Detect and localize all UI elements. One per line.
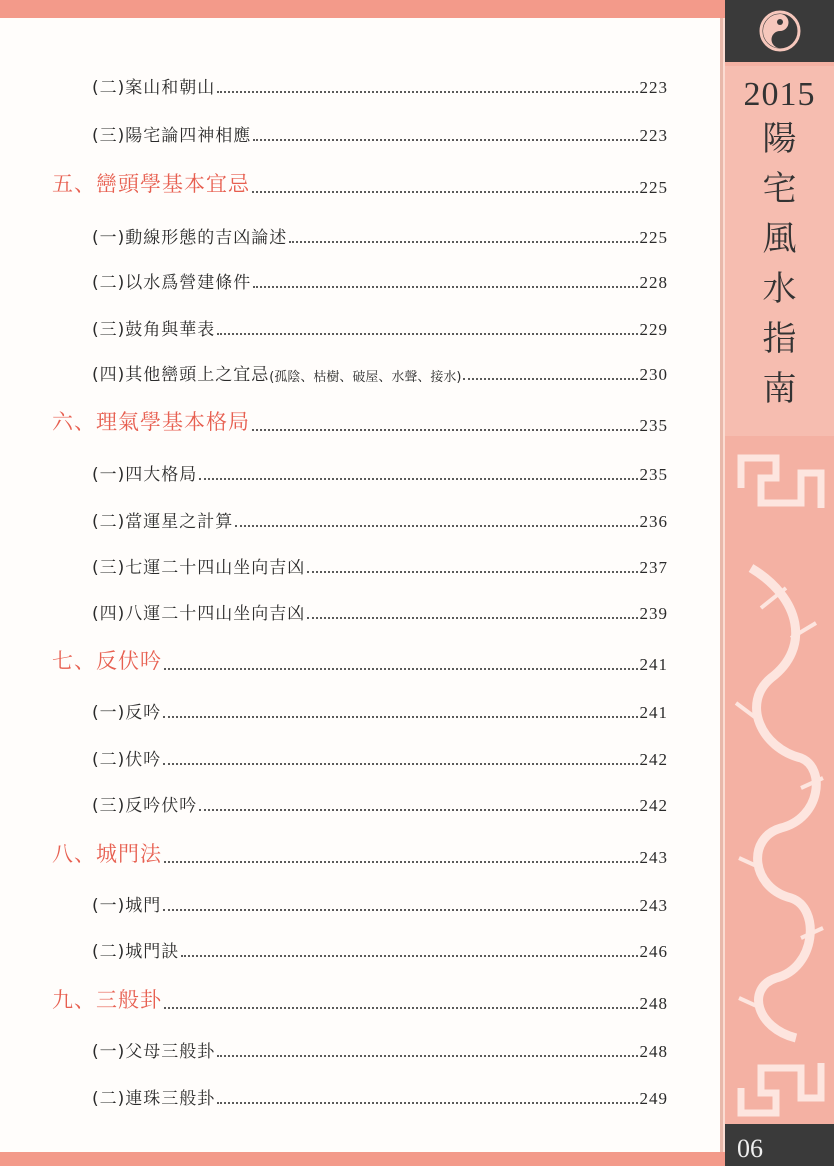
toc-page-number: 243 bbox=[639, 896, 668, 915]
toc-subsection-row bbox=[0, 1079, 720, 1109]
toc-page-number: 241 bbox=[639, 655, 668, 674]
bottom-band bbox=[0, 1152, 725, 1166]
dot-leader bbox=[252, 428, 638, 431]
toc-page-number: 223 bbox=[639, 126, 668, 145]
toc-page-number: 228 bbox=[639, 273, 668, 292]
toc-entry-title: 七、反伏吟 bbox=[52, 649, 162, 673]
dot-leader bbox=[289, 240, 637, 243]
page-number: 06 bbox=[737, 1134, 763, 1163]
toc-subsection-row bbox=[0, 886, 720, 916]
book-title-char: 南 bbox=[762, 369, 797, 409]
toc-page-number: 236 bbox=[639, 512, 668, 531]
toc-section-row bbox=[0, 984, 720, 1014]
toc-entry-title: (三)反吟伏吟 bbox=[92, 796, 198, 816]
book-title-panel bbox=[725, 66, 834, 436]
book-title bbox=[725, 114, 834, 414]
toc-subsection-row bbox=[0, 693, 720, 723]
toc-page-number: 242 bbox=[639, 750, 668, 769]
toc-subsection-row bbox=[0, 740, 720, 770]
toc-subsection-row bbox=[0, 68, 720, 98]
toc-entry-title: (一)反吟 bbox=[92, 703, 162, 723]
toc-page-number: 241 bbox=[639, 703, 668, 722]
sidebar bbox=[725, 0, 834, 1166]
toc-entry-title: (一)城門 bbox=[92, 896, 162, 916]
toc-entry-title: (二)伏吟 bbox=[92, 750, 162, 770]
toc-page-number: 235 bbox=[639, 465, 668, 484]
toc-entry-title: (三)鼓角與華表 bbox=[92, 320, 216, 340]
dot-leader bbox=[163, 715, 637, 718]
toc-entry-title: (三)七運二十四山坐向吉凶 bbox=[92, 558, 306, 578]
toc-entry-title: (二)以水爲營建條件 bbox=[92, 273, 252, 293]
toc-subsection-row bbox=[0, 263, 720, 293]
toc-page-number: 237 bbox=[639, 558, 668, 577]
toc-subsection-row bbox=[0, 355, 720, 385]
toc-subsection-row bbox=[0, 932, 720, 962]
toc-page-number: 242 bbox=[639, 796, 668, 815]
dot-leader bbox=[253, 138, 637, 141]
dot-leader bbox=[252, 190, 638, 193]
toc-entry-title: (三)陽宅論四神相應 bbox=[92, 126, 252, 146]
toc-section-row bbox=[0, 168, 720, 198]
toc-entry-title: (四)其他巒頭上之宜忌 bbox=[92, 365, 270, 385]
toc-subsection-row bbox=[0, 310, 720, 340]
dot-leader bbox=[164, 1006, 638, 1009]
toc-page-number: 248 bbox=[639, 1042, 668, 1061]
toc-subsection-row bbox=[0, 594, 720, 624]
toc-subsection-row bbox=[0, 455, 720, 485]
book-year: 2015 bbox=[743, 76, 816, 113]
toc-page-number: 230 bbox=[639, 365, 668, 384]
logo bbox=[725, 0, 834, 62]
toc-subsection-row bbox=[0, 548, 720, 578]
toc-entry-title: (一)動線形態的吉凶論述 bbox=[92, 228, 288, 248]
toc-section-row bbox=[0, 645, 720, 675]
toc-entry-title: (二)連珠三般卦 bbox=[92, 1089, 216, 1109]
dot-leader bbox=[163, 762, 637, 765]
toc-page-number: 225 bbox=[639, 178, 668, 197]
toc-page-number: 246 bbox=[639, 942, 668, 961]
toc-page-number: 239 bbox=[639, 604, 668, 623]
dot-leader bbox=[181, 954, 637, 957]
dot-leader bbox=[307, 570, 637, 573]
dot-leader bbox=[199, 477, 637, 480]
toc-entry-title: (二)案山和朝山 bbox=[92, 78, 216, 98]
dragon-ornament-icon bbox=[731, 448, 831, 1120]
toc-entry-title: 九、三般卦 bbox=[52, 988, 162, 1012]
toc-section-row bbox=[0, 838, 720, 868]
page-number-box bbox=[725, 1124, 834, 1166]
book-title-char: 陽 bbox=[762, 119, 797, 159]
toc-page-number: 235 bbox=[639, 416, 668, 435]
toc-entry-title: (二)城門訣 bbox=[92, 942, 180, 962]
toc-subsection-row bbox=[0, 116, 720, 146]
book-title-char: 風 bbox=[762, 219, 797, 259]
toc-subsection-row bbox=[0, 218, 720, 248]
toc-page-number: 223 bbox=[639, 78, 668, 97]
book-title-char: 指 bbox=[762, 319, 797, 359]
dot-leader bbox=[235, 524, 637, 527]
dot-leader bbox=[217, 90, 637, 93]
dot-leader bbox=[217, 1101, 637, 1104]
yin-yang-logo-icon bbox=[753, 8, 807, 54]
toc-entry-title: (一)父母三般卦 bbox=[92, 1042, 216, 1062]
toc-entry-title: 六、理氣學基本格局 bbox=[52, 410, 250, 434]
top-band bbox=[0, 0, 725, 18]
toc-page-number: 248 bbox=[639, 994, 668, 1013]
dot-leader bbox=[217, 1054, 637, 1057]
dot-leader bbox=[163, 908, 637, 911]
toc-entry-title: (二)當運星之計算 bbox=[92, 512, 234, 532]
toc-page-number: 225 bbox=[639, 228, 668, 247]
toc-page-number: 243 bbox=[639, 848, 668, 867]
toc-entry-title: 五、巒頭學基本宜忌 bbox=[52, 172, 250, 196]
dot-leader bbox=[463, 377, 637, 380]
dot-leader bbox=[217, 332, 637, 335]
toc-section-row bbox=[0, 406, 720, 436]
toc-page-number: 229 bbox=[639, 320, 668, 339]
toc-entry-title: 八、城門法 bbox=[52, 842, 162, 866]
dot-leader bbox=[199, 808, 637, 811]
toc-entry-title: (一)四大格局 bbox=[92, 465, 198, 485]
toc-subsection-row bbox=[0, 786, 720, 816]
book-title-char: 宅 bbox=[762, 169, 797, 209]
dot-leader bbox=[164, 860, 638, 863]
toc-entry-title: (四)八運二十四山坐向吉凶 bbox=[92, 604, 306, 624]
dot-leader bbox=[253, 285, 637, 288]
toc-subsection-row bbox=[0, 1032, 720, 1062]
toc-subsection-row bbox=[0, 502, 720, 532]
toc-entry-note: (孤陰、枯樹、破屋、水聲、接水) bbox=[269, 370, 462, 385]
dot-leader bbox=[307, 616, 637, 619]
book-title-char: 水 bbox=[762, 269, 797, 309]
dot-leader bbox=[164, 667, 638, 670]
toc-page-number: 249 bbox=[639, 1089, 668, 1108]
